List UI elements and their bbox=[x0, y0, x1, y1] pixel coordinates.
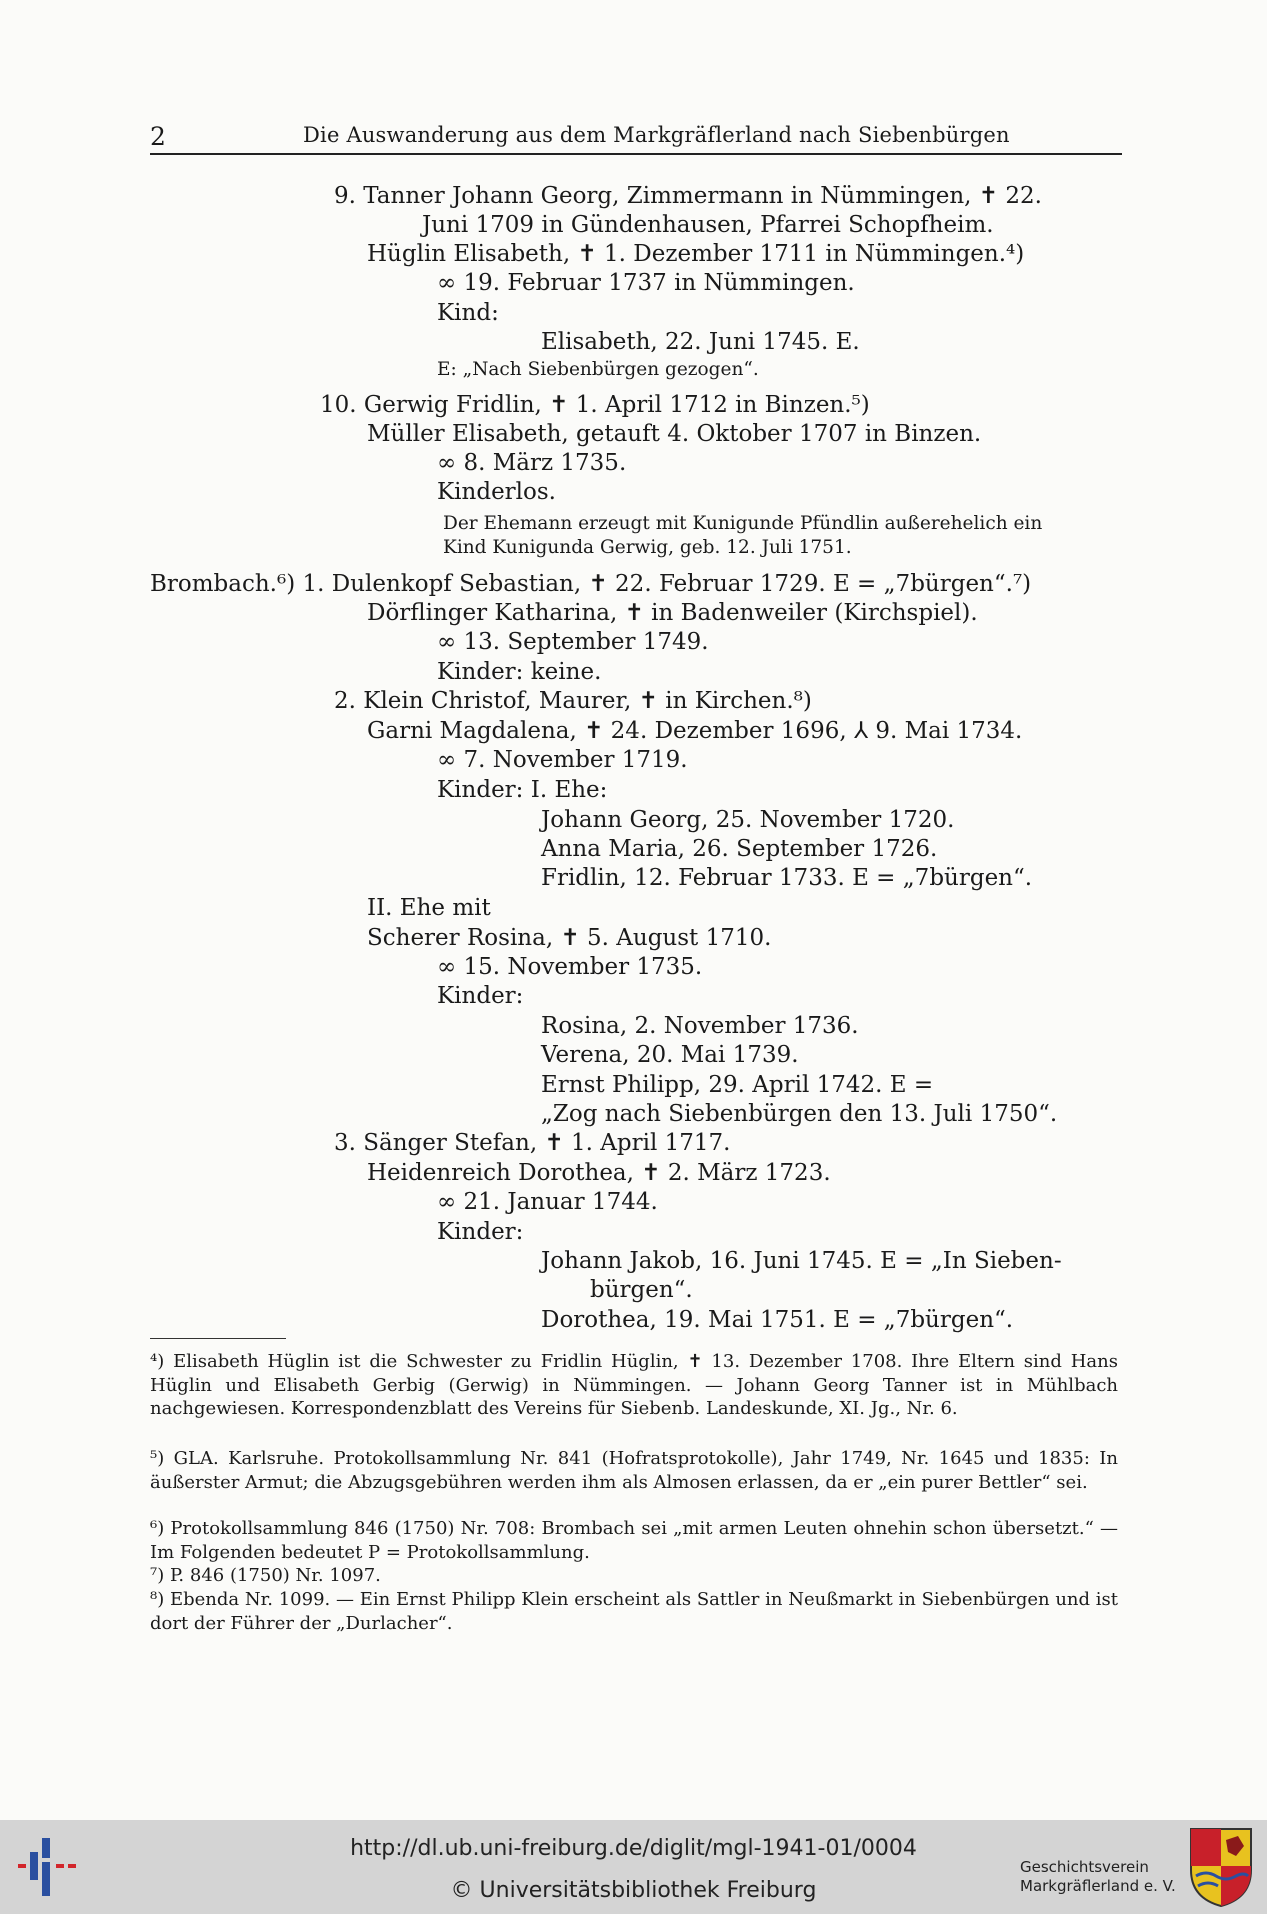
entry-line: Fridlin, 12. Februar 1733. E = „7bürgen“. bbox=[541, 865, 1033, 891]
entry-line: 9. Tanner Johann Georg, Zimmermann in Nümmingen, ✝ 22. bbox=[334, 183, 1042, 209]
entry-line: ∞ 13. September 1749. bbox=[437, 629, 709, 655]
entry-line: Rosina, 2. November 1736. bbox=[541, 1013, 859, 1039]
running-title: Die Auswanderung aus dem Markgräflerland nach Siebenbürgen bbox=[303, 123, 1010, 147]
entry-line: Dorothea, 19. Mai 1751. E = „7bürgen“. bbox=[541, 1307, 1014, 1333]
entry-line: ∞ 15. November 1735. bbox=[437, 954, 703, 980]
entry-line: Kinder: I. Ehe: bbox=[437, 777, 608, 803]
entry-note: E: „Nach Siebenbürgen gezogen“. bbox=[437, 359, 759, 380]
entry-line: Kinder: keine. bbox=[437, 659, 602, 685]
section-heading-brombach: Brombach.⁶) 1. Dulenkopf Sebastian, ✝ 22. Februar 1729. E = „7bürgen“.⁷) bbox=[150, 571, 1032, 597]
entry-line: 2. Klein Christof, Maurer, ✝ in Kirchen.⁸) bbox=[334, 688, 812, 714]
footnote-7: ⁷) P. 846 (1750) Nr. 1097. bbox=[150, 1565, 381, 1586]
entry-line: Kinder: bbox=[437, 1219, 524, 1245]
entry-line: Johann Jakob, 16. Juni 1745. E = „In Sieben- bbox=[541, 1248, 1062, 1274]
entry-line: Garni Magdalena, ✝ 24. Dezember 1696, ⅄ 9. Mai 1734. bbox=[367, 718, 1023, 744]
footnote-rule bbox=[150, 1338, 286, 1339]
entry-line: Müller Elisabeth, getauft 4. Oktober 1707 in Binzen. bbox=[367, 421, 982, 447]
footnote-6: ⁶) Protokollsammlung 846 (1750) Nr. 708: Brombach sei „mit armen Leuten ohnehin schon übersetzt.“ — Im Folgenden bedeutet P = Protokollsammlung. bbox=[150, 1518, 1118, 1563]
entry-line: Dörflinger Katharina, ✝ in Badenweiler (Kirchspiel). bbox=[367, 600, 978, 626]
entry-line: Anna Maria, 26. September 1726. bbox=[541, 836, 938, 862]
entry-line: 10. Gerwig Fridlin, ✝ 1. April 1712 in Binzen.⁵) bbox=[320, 392, 870, 418]
society-name-line1: Geschichtsverein bbox=[1020, 1858, 1149, 1876]
entry-line: Verena, 20. Mai 1739. bbox=[541, 1042, 799, 1068]
entry-line: Elisabeth, 22. Juni 1745. E. bbox=[541, 329, 860, 355]
permalink-url[interactable]: http://dl.ub.uni-freiburg.de/diglit/mgl-1941-01/0004 bbox=[350, 1836, 917, 1861]
footnote-5: ⁵) GLA. Karlsruhe. Protokollsammlung Nr. 841 (Hofratsprotokolle), Jahr 1749, Nr. 1645 und 1835: In äußerster Armut; die Abzugsgebühren werden ihm als Almosen erlassen, da er „ein purer Bettler“ sei. bbox=[150, 1448, 1118, 1493]
entry-line: Kinder: bbox=[437, 983, 524, 1009]
footnote-8: ⁸) Ebenda Nr. 1099. — Ein Ernst Philipp Klein erscheint als Sattler in Neußmarkt in Siebenbürgen und ist dort der Führer der „Durlacher“. bbox=[150, 1589, 1118, 1634]
entry-line: Kind: bbox=[437, 300, 499, 326]
society-name bbox=[1020, 1858, 1176, 1896]
entry-line: ∞ 7. November 1719. bbox=[437, 747, 688, 773]
entry-note: Der Ehemann erzeugt mit Kunigunde Pfündlin außerehelich ein bbox=[443, 513, 1043, 534]
entry-line: Ernst Philipp, 29. April 1742. E = bbox=[541, 1072, 934, 1098]
entry-line: Juni 1709 in Gündenhausen, Pfarrei Schopfheim. bbox=[422, 212, 994, 238]
entry-line: ∞ 19. Februar 1737 in Nümmingen. bbox=[437, 270, 855, 296]
footer-bar bbox=[0, 1820, 1267, 1914]
copyright-text: © Universitätsbibliothek Freiburg bbox=[450, 1878, 817, 1903]
footnote-4: ⁴) Elisabeth Hüglin ist die Schwester zu Fridlin Hüglin, ✝ 13. Dezember 1708. Ihre Eltern sind Hans Hüglin und Elisabeth Gerbig (Gerwig) in Nümmingen. — Johann Georg Tanner ist in Mühlbach nachgewiesen. Korrespondenzblatt des Vereins für Siebenb. Landeskunde, XI. Jg., Nr. 6. bbox=[150, 1351, 1118, 1419]
entry-line: II. Ehe mit bbox=[367, 895, 491, 921]
entry-line: Scherer Rosina, ✝ 5. August 1710. bbox=[367, 925, 772, 951]
entry-line: Hüglin Elisabeth, ✝ 1. Dezember 1711 in Nümmingen.⁴) bbox=[367, 241, 1025, 267]
entry-line: bürgen“. bbox=[590, 1277, 693, 1303]
header-rule bbox=[150, 153, 1122, 155]
entry-line: „Zog nach Siebenbürgen den 13. Juli 1750“. bbox=[541, 1101, 1058, 1127]
entry-note: Kind Kunigunda Gerwig, geb. 12. Juli 1751. bbox=[443, 537, 852, 558]
entry-line: ∞ 21. Januar 1744. bbox=[437, 1189, 658, 1215]
society-name-line2: Markgräflerland e. V. bbox=[1020, 1877, 1176, 1895]
entry-line: Kinderlos. bbox=[437, 479, 556, 505]
entry-line: Johann Georg, 25. November 1720. bbox=[541, 807, 955, 833]
entry-line: Heidenreich Dorothea, ✝ 2. März 1723. bbox=[367, 1160, 831, 1186]
entry-line: ∞ 8. März 1735. bbox=[437, 450, 627, 476]
entry-line: 3. Sänger Stefan, ✝ 1. April 1717. bbox=[334, 1130, 731, 1156]
coat-of-arms-icon bbox=[1188, 1826, 1254, 1908]
page-number: 2 bbox=[150, 122, 166, 151]
